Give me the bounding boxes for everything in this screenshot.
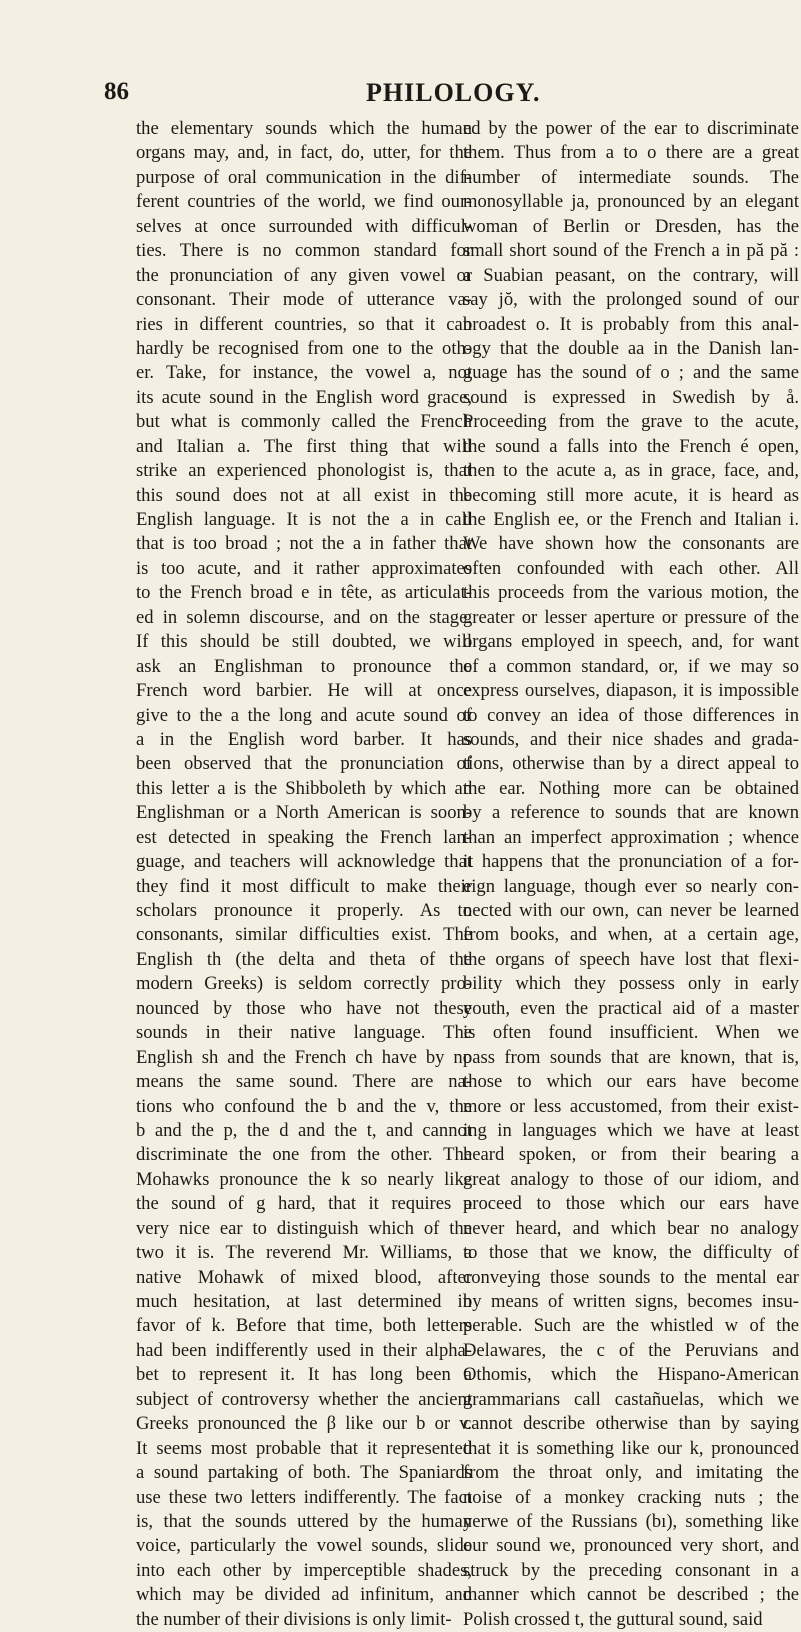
left-column-line: means the same sound. There are na- <box>136 1071 472 1093</box>
right-column-line: cannot describe otherwise than by saying <box>463 1413 799 1435</box>
left-column-line: guage, and teachers will acknowledge that <box>136 851 472 873</box>
left-column-line: Mohawks pronounce the k so nearly like <box>136 1168 472 1190</box>
right-column-line: heard spoken, or from their bearing a <box>463 1144 799 1166</box>
left-column-line: very nice ear to distinguish which of the <box>136 1217 472 1239</box>
right-column-line: becoming still more acute, it is heard as <box>463 484 799 506</box>
left-column-line: consonant. Their mode of utterance va- <box>136 289 472 311</box>
right-column-line: number of intermediate sounds. The <box>463 166 799 188</box>
left-column-line: the number of their divisions is only limit- <box>136 1608 452 1630</box>
left-column-line: which may be divided ad infinitum, and <box>136 1584 472 1606</box>
left-column-line: favor of k. Before that time, both letters <box>136 1315 472 1337</box>
left-column-line: strike an experienced phonologist is, that <box>136 460 472 482</box>
left-column-line: discriminate the one from the other. The <box>136 1144 472 1166</box>
right-column-line: ed by the power of the ear to discriminate <box>463 118 799 139</box>
left-column-line: use these two letters indifferently. The fact <box>136 1486 472 1508</box>
right-column-line: tions, otherwise than by a direct appeal to <box>463 753 799 775</box>
right-column-line: the ear. Nothing more can be obtained <box>463 777 799 799</box>
right-column-line: from books, and when, at a certain age, <box>463 924 799 946</box>
left-column-line: but what is commonly called the French <box>136 411 472 433</box>
right-column-line: nected with our own, can never be learned <box>463 900 799 921</box>
right-column-line: to those that we know, the difficulty of <box>463 1242 799 1264</box>
left-column-line: Greeks pronounced the β like our b or v. <box>136 1413 472 1435</box>
left-column-line: hardly be recognised from one to the oth- <box>136 337 472 359</box>
left-column-line: If this should be still doubted, we will <box>136 631 472 653</box>
right-column-line: monosyllable ja, pronounced by an elegant <box>463 191 799 213</box>
right-column-line: never heard, and which bear no analogy <box>463 1217 799 1239</box>
right-column-line: greater or lesser aperture or pressure of the <box>463 606 799 628</box>
left-column-line: that is too broad ; not the a in father that <box>136 533 472 555</box>
left-column-line: ed in solemn discourse, and on the stage. <box>136 606 472 628</box>
left-column-line: subject of controversy whether the ancient <box>136 1388 472 1410</box>
left-column-line: its acute sound in the English word grace, <box>136 386 472 408</box>
left-column-line: been observed that the pronunciation of <box>136 753 472 775</box>
left-column-line: French word barbier. He will at once <box>136 680 472 702</box>
right-column-line: pass from sounds that are known, that is, <box>463 1046 799 1068</box>
right-column-line: ogy that the double aa in the Danish lan- <box>463 337 799 359</box>
left-column-line: est detected in speaking the French lan- <box>136 826 472 848</box>
right-column-line: guage has the sound of o ; and the same <box>463 362 799 384</box>
left-column-line: Englishman or a North American is soon- <box>136 802 472 824</box>
running-head-title: PHILOLOGY. <box>366 78 541 107</box>
left-column-line: bet to represent it. It has long been a <box>136 1364 472 1386</box>
right-text-column <box>463 117 799 1632</box>
right-column-line: We have shown how the consonants are <box>463 533 799 555</box>
left-column-line: to the French broad e in tête, as articulat- <box>136 582 472 604</box>
right-column-line: woman of Berlin or Dresden, has the <box>463 215 799 237</box>
right-column-line: by means of written signs, becomes insu- <box>463 1291 799 1312</box>
left-column-line: selves at once surrounded with difficul- <box>136 215 472 237</box>
left-column-line: tions who confound the b and the v, the <box>136 1095 472 1117</box>
left-column-line: had been indifferently used in their alpha- <box>136 1339 472 1361</box>
right-column-line: the sound a falls into the French é open, <box>463 435 799 457</box>
left-column-line: It seems most probable that it represented <box>136 1437 472 1459</box>
right-column-line: sound is expressed in Swedish by å. <box>463 386 799 408</box>
right-column-line: to convey an idea of those differences in <box>463 704 799 726</box>
right-column-line: proceed to those which our ears have <box>463 1193 799 1215</box>
left-column-line: is, that the sounds uttered by the human <box>136 1510 472 1532</box>
right-column-line: a Suabian peasant, on the contrary, will <box>463 264 799 286</box>
left-column-line: consonants, similar difficulties exist. The <box>136 924 472 946</box>
right-column-line: the organs of speech have lost that flexi- <box>463 948 799 970</box>
left-column-line: the pronunciation of any given vowel or <box>136 264 472 286</box>
right-column-line: broadest o. It is probably from this anal- <box>463 313 799 335</box>
page-number: 86 <box>104 78 129 105</box>
left-column-line: much hesitation, at last determined in <box>136 1291 472 1312</box>
right-column-line: eign language, though ever so nearly con- <box>463 875 799 897</box>
left-column-line: English language. It is not the a in call <box>136 509 472 530</box>
right-column-line: that it is something like our k, pronounced <box>463 1437 799 1459</box>
left-column-line: a in the English word barber. It has <box>136 728 472 750</box>
left-column-line: ask an Englishman to pronounce the <box>136 655 472 677</box>
left-column-line: is too acute, and it rather approximates <box>136 557 472 579</box>
right-column-line: noise of a monkey cracking nuts ; the <box>463 1486 799 1508</box>
left-text-column <box>136 117 472 1632</box>
right-column-line: then to the acute a, as in grace, face, and, <box>463 460 799 482</box>
right-column-line: often confounded with each other. All <box>463 557 799 579</box>
right-column-line: youth, even the practical aid of a master <box>463 997 799 1019</box>
left-column-line: voice, particularly the vowel sounds, slide <box>136 1535 472 1557</box>
right-column-line: Delawares, the c of the Peruvians and <box>463 1339 799 1361</box>
right-column-line: conveying those sounds to the mental ear <box>463 1266 799 1288</box>
left-column-line: sounds in their native language. The <box>136 1022 472 1044</box>
left-column-line: into each other by imperceptible shades, <box>136 1559 472 1581</box>
right-column-line: it happens that the pronunciation of a for- <box>463 851 799 873</box>
right-column-line: ing in languages which we have at least <box>463 1119 799 1141</box>
right-column-line: by a reference to sounds that are known <box>463 802 799 824</box>
left-column-line: native Mohawk of mixed blood, after <box>136 1266 472 1288</box>
right-column-line: than an imperfect approximation ; whence <box>463 826 799 848</box>
right-column-line: Proceeding from the grave to the acute, <box>463 411 799 433</box>
right-column-line: struck by the preceding consonant in a <box>463 1559 799 1581</box>
right-column-line: perable. Such are the whistled w of the <box>463 1315 799 1337</box>
left-column-line: organs may, and, in fact, do, utter, for the <box>136 142 472 164</box>
right-column-line: is often found insufficient. When we <box>463 1022 799 1044</box>
left-column-line: scholars pronounce it properly. As to <box>136 900 472 921</box>
left-column-line: English sh and the French ch have by no <box>136 1046 472 1068</box>
left-column-line: modern Greeks) is seldom correctly pro- <box>136 973 472 995</box>
left-column-line: this sound does not at all exist in the <box>136 484 472 506</box>
right-column-line: organs employed in speech, and, for want <box>463 631 799 653</box>
left-column-line: purpose of oral communication in the dif- <box>136 166 472 188</box>
right-column-line: grammarians call castañuelas, which we <box>463 1388 799 1410</box>
left-column-line: ries in different countries, so that it can <box>136 313 472 335</box>
left-column-line: ties. There is no common standard for <box>136 240 472 262</box>
right-column-line: sounds, and their nice shades and grada- <box>463 728 799 750</box>
left-column-line: er. Take, for instance, the vowel a, not <box>136 362 472 384</box>
running-head <box>104 78 801 112</box>
left-column-line: nounced by those who have not these <box>136 997 472 1019</box>
left-column-line: this letter a is the Shibboleth by which an <box>136 777 472 799</box>
right-column-line: them. Thus from a to o there are a great <box>463 142 799 164</box>
right-column-line: this proceeds from the various motion, the <box>463 582 799 604</box>
right-column-line: Polish crossed t, the guttural sound, said <box>463 1608 763 1630</box>
right-column-line: manner which cannot be described ; the <box>463 1584 799 1606</box>
right-column-line: say jŏ, with the prolonged sound of our <box>463 289 799 311</box>
right-column-line: our sound we, pronounced very short, and <box>463 1535 799 1557</box>
left-column-line: give to the a the long and acute sound of <box>136 704 472 726</box>
left-column-line: b and the p, the d and the t, and cannot <box>136 1119 472 1141</box>
right-column-line: from the throat only, and imitating the <box>463 1462 799 1484</box>
left-column-line: and Italian a. The first thing that will <box>136 435 472 457</box>
right-column-line: those to which our ears have become <box>463 1071 799 1093</box>
right-column-line: great analogy to those of our idiom, and <box>463 1168 799 1190</box>
left-column-line: the elementary sounds which the human <box>136 118 472 139</box>
left-column-line: a sound partaking of both. The Spaniards <box>136 1462 472 1484</box>
right-column-line: express ourselves, diapason, it is impossible <box>463 680 799 702</box>
right-column-line: Othomis, which the Hispano-American <box>463 1364 799 1386</box>
right-column-line: the English ee, or the French and Italian i. <box>463 509 799 530</box>
left-column-line: the sound of g hard, that it requires a <box>136 1193 472 1215</box>
right-column-line: yerwe of the Russians (bı), something like <box>463 1510 799 1532</box>
right-column-line: small short sound of the French a in pă pă : <box>463 240 799 262</box>
right-column-line: more or less accustomed, from their exist- <box>463 1095 799 1117</box>
right-column-line: bility which they possess only in early <box>463 973 799 995</box>
left-column-line: two it is. The reverend Mr. Williams, a <box>136 1242 472 1264</box>
left-column-line: English th (the delta and theta of the <box>136 948 472 970</box>
right-column-line: of a common standard, or, if we may so <box>463 655 799 677</box>
left-column-line: they find it most difficult to make their <box>136 875 472 897</box>
left-column-line: ferent countries of the world, we find our- <box>136 191 472 213</box>
